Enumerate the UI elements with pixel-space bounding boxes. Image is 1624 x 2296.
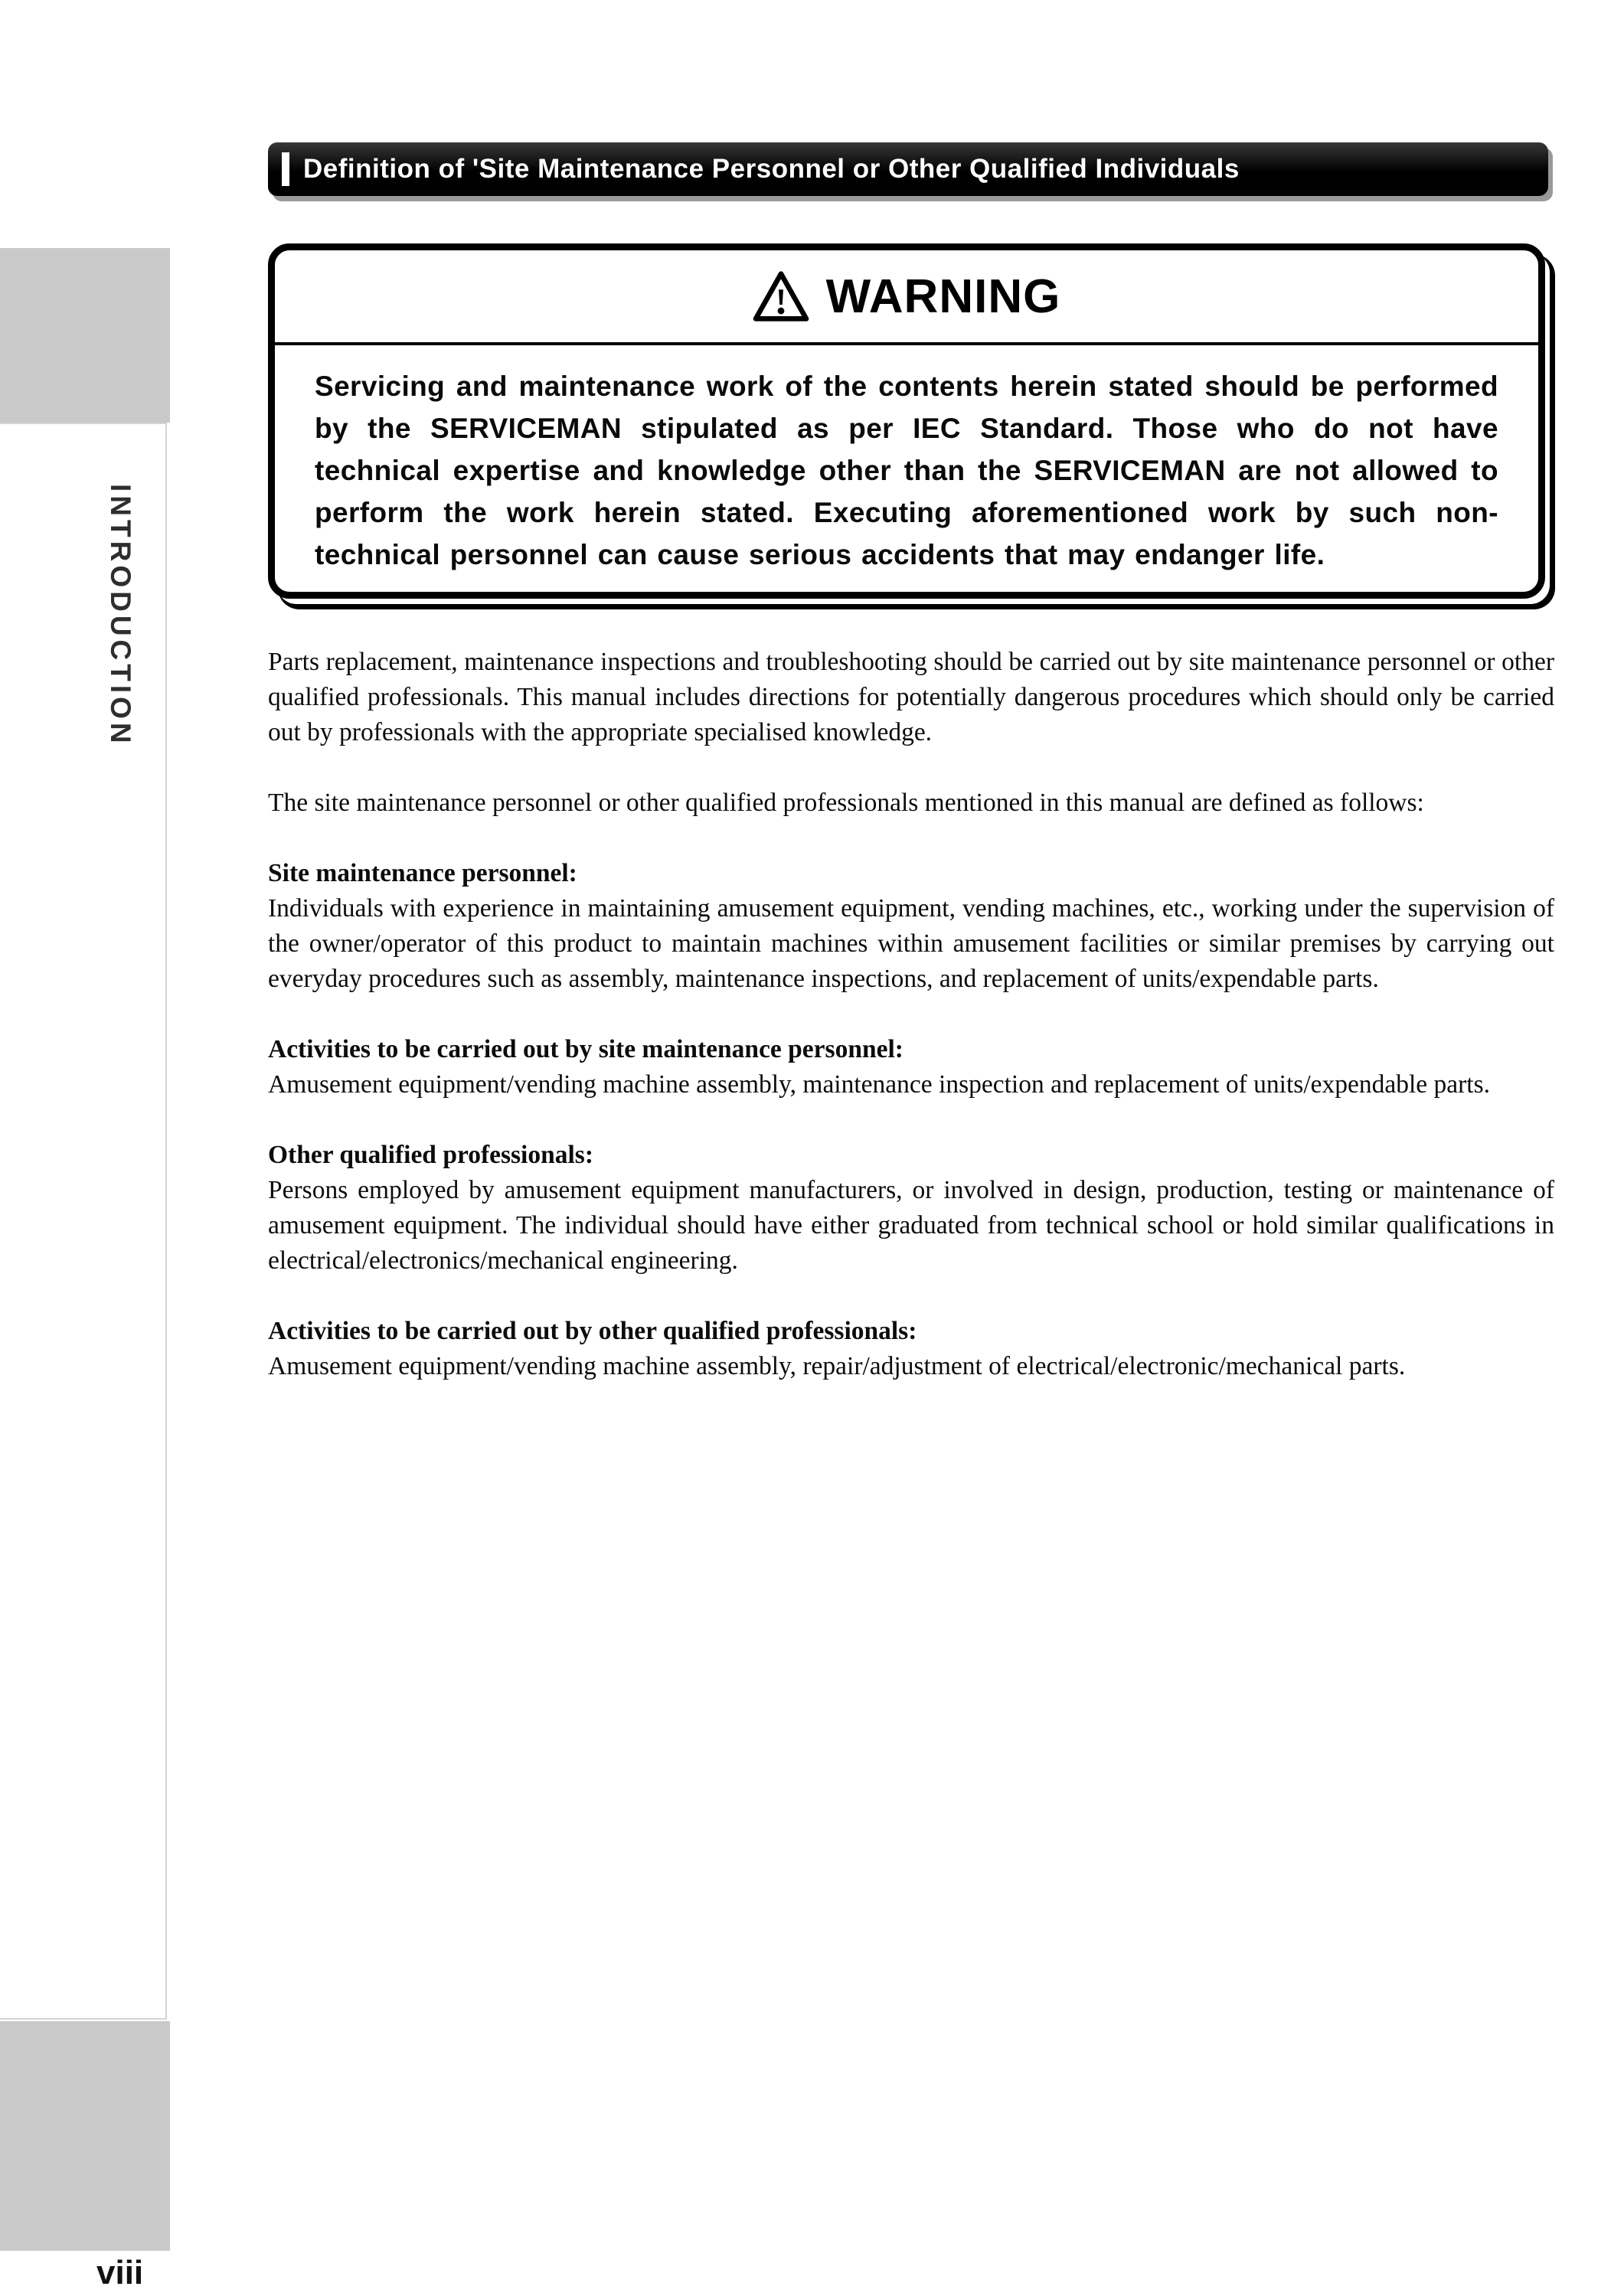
- intro-paragraph: Parts replacement, maintenance inspections and troubleshooting should be carried out by site maintenance personnel or other qualified professionals. This manual includes directions for potentially dangerous procedures which should only be carried out by professionals with the appropriate specialised knowledge.: [268, 648, 1554, 746]
- body-content: [268, 645, 1554, 1384]
- sidebar-tab-bottom: [0, 2021, 170, 2251]
- sidebar-strip: [0, 423, 167, 2020]
- intro-paragraph: The site maintenance personnel or other qualified professionals mentioned in this manual are defined as follows:: [268, 789, 1424, 817]
- warning-title-row: [275, 250, 1538, 345]
- section-heading: Site maintenance personnel:: [268, 859, 577, 887]
- section-body: Individuals with experience in maintaining amusement equipment, vending machines, etc., working under the supervision of the owner/operator of this product to maintain machines within amusement facilities or similar premises by carrying out everyday procedures such as assembly, maintenance inspections, and replacement of units/expendable parts.: [268, 894, 1554, 993]
- warning-box: [268, 243, 1545, 599]
- section-header-title: Definition of 'Site Maintenance Personnel or Other Qualified Individuals: [303, 154, 1240, 184]
- warning-title: WARNING: [825, 269, 1061, 323]
- page-number: viii: [96, 2254, 144, 2291]
- definition-section: [268, 1032, 1554, 1102]
- section-heading: Activities to be carried out by other qualified professionals:: [268, 1317, 917, 1345]
- definition-section: [268, 856, 1554, 997]
- sidebar-tab-top: [0, 248, 170, 423]
- warning-triangle-icon: [753, 271, 809, 322]
- warning-body-text: Servicing and maintenance work of the contents herein stated should be performed by the SERVICEMAN stipulated as per IEC Standard. Those who do not have technical expertise and knowledge other than the SERVICEMAN are not allowed to perform the work herein stated. Executing aforementioned work by such non-technical personnel can cause serious accidents that may endanger life.: [315, 371, 1498, 570]
- definition-section: [268, 1138, 1554, 1279]
- section-body: Persons employed by amusement equipment manufacturers, or involved in design, production, testing or maintenance of amusement equipment. The individual should have either graduated from technical school or hold similar qualifications in electrical/electronics/mechanical engineering.: [268, 1176, 1554, 1275]
- section-heading: Activities to be carried out by site maintenance personnel:: [268, 1035, 903, 1063]
- section-heading: Other qualified professionals:: [268, 1141, 593, 1169]
- sidebar-label-introduction: INTRODUCTION: [105, 484, 136, 747]
- section-body: Amusement equipment/vending machine assembly, maintenance inspection and replacement of units/expendable parts.: [268, 1070, 1491, 1099]
- definition-section: [268, 1314, 1554, 1384]
- section-header-bar: [268, 142, 1548, 196]
- section-body: Amusement equipment/vending machine assembly, repair/adjustment of electrical/electronic/mechanical parts.: [268, 1352, 1406, 1380]
- header-accent-bar: [282, 152, 289, 186]
